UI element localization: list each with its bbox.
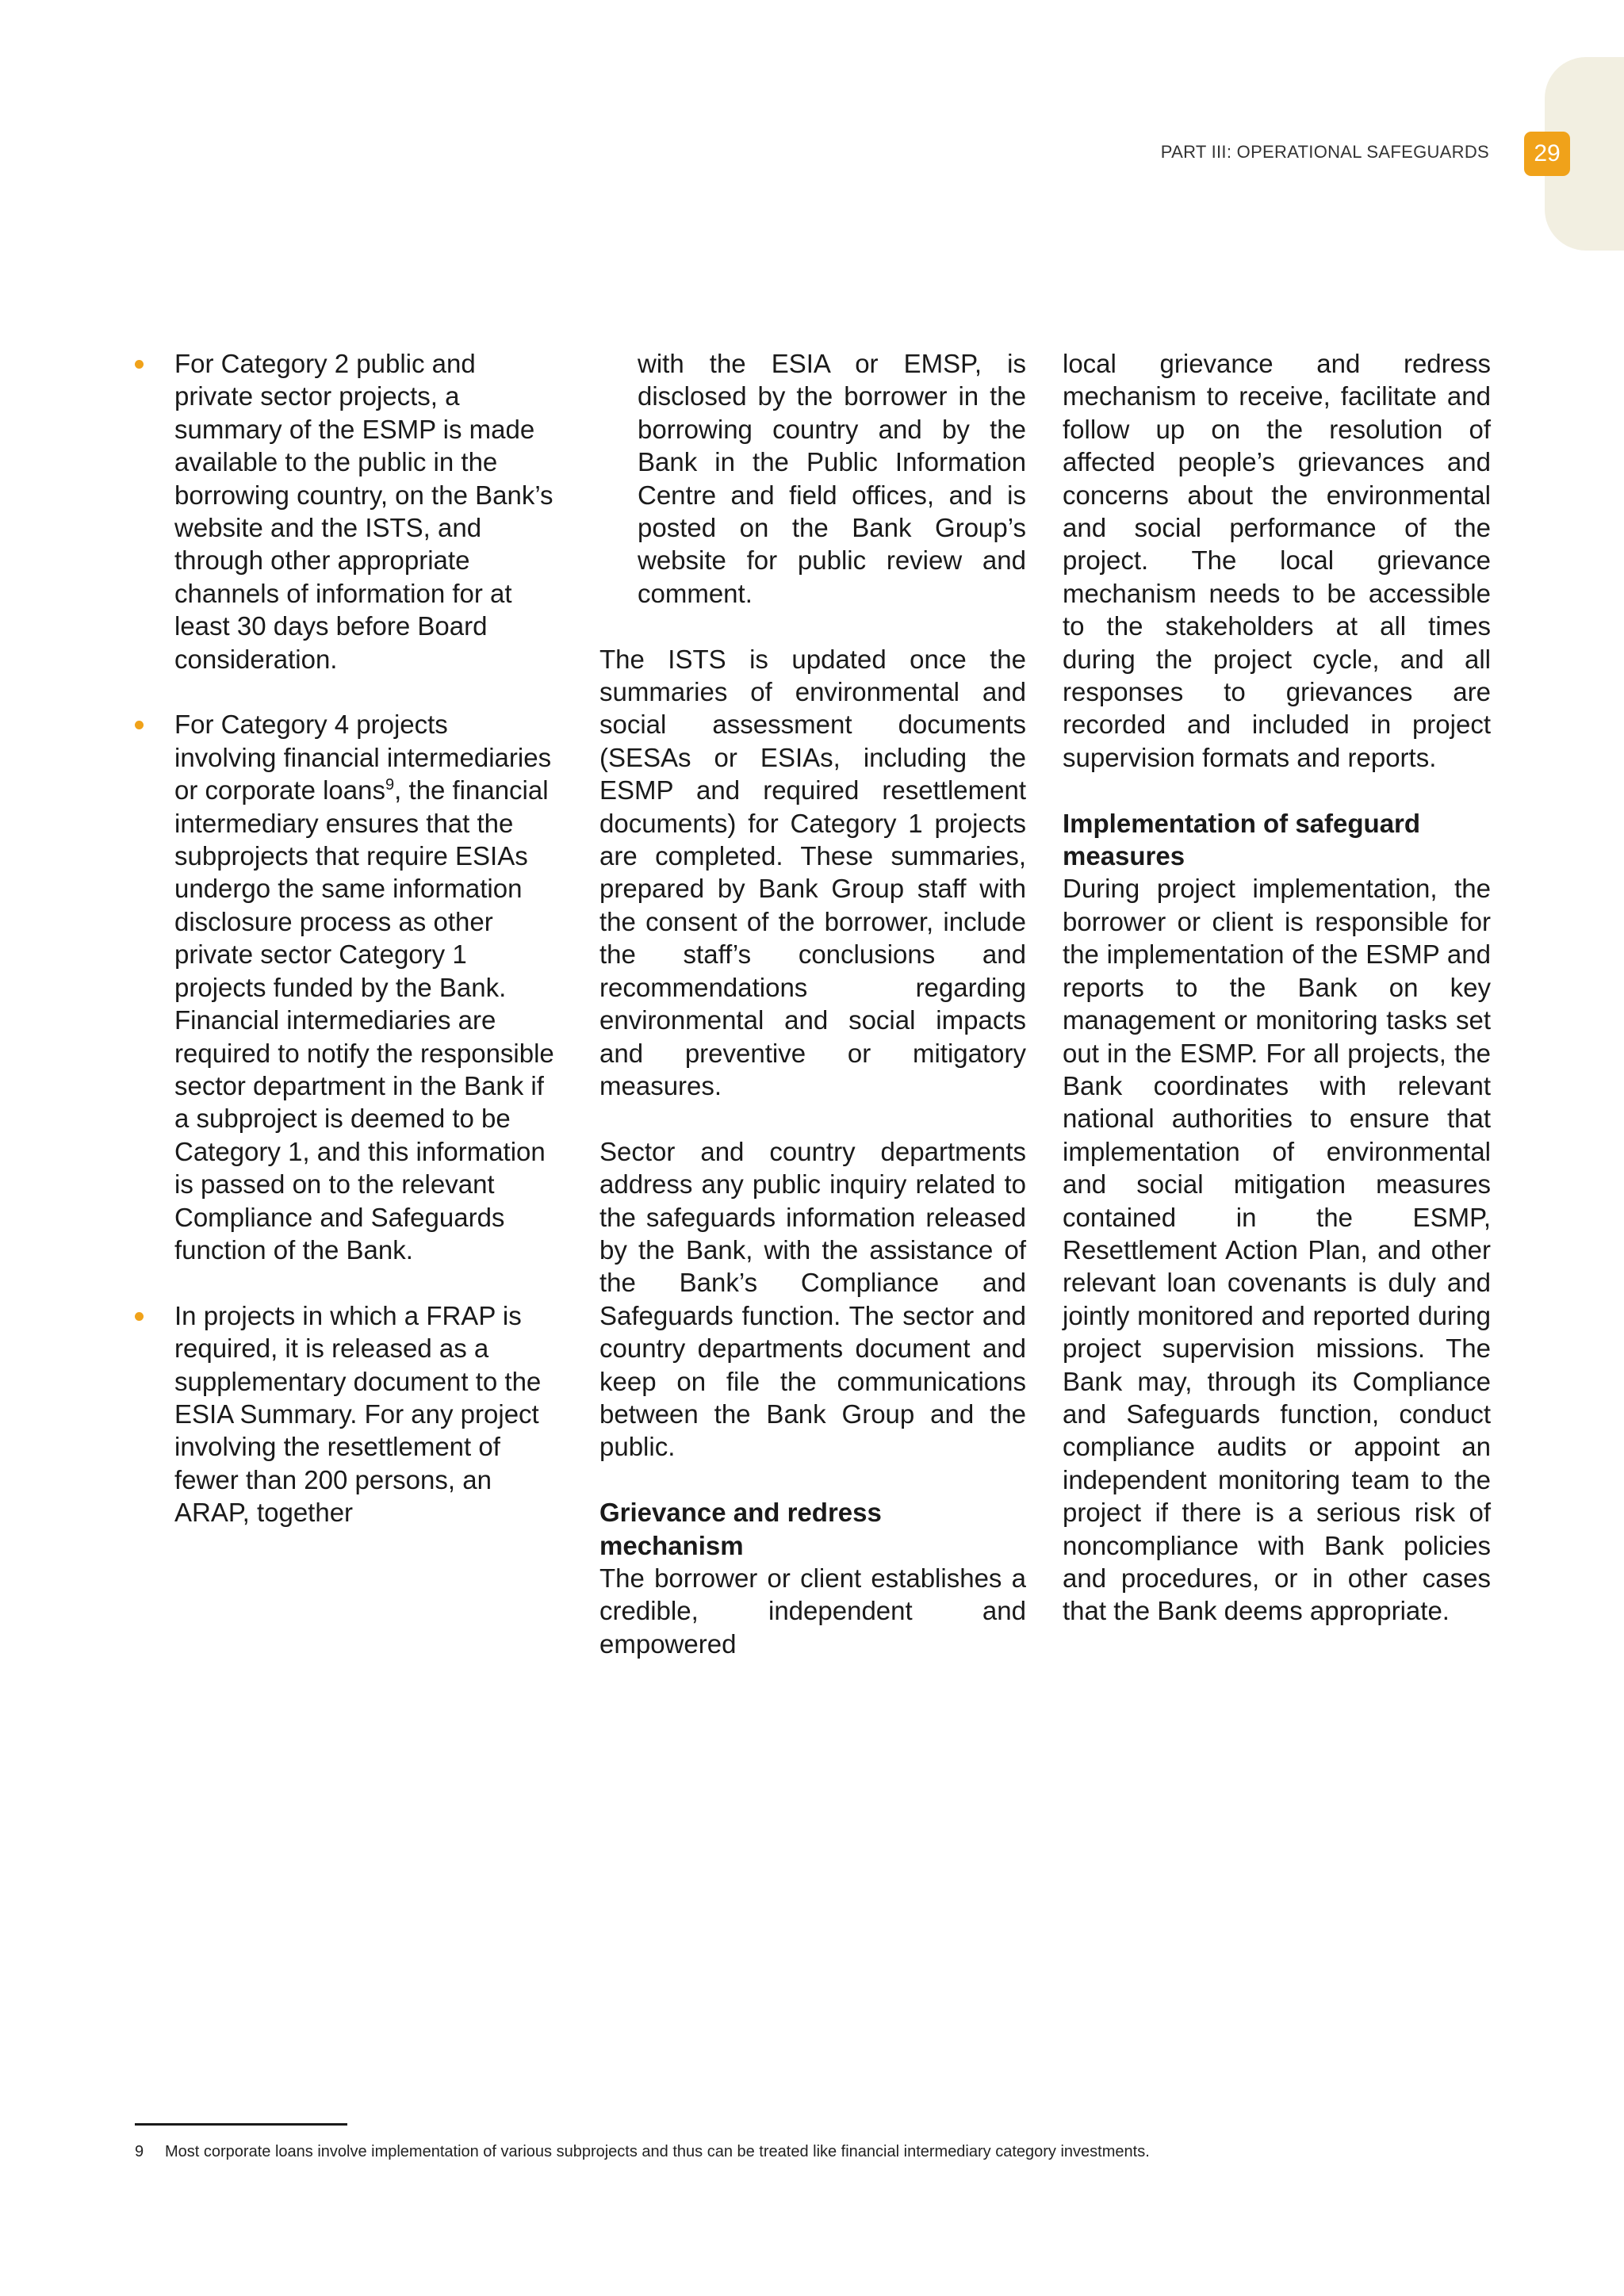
section-heading: Grievance and redress mechanism [599, 1498, 882, 1560]
paragraph: The ISTS is updated once the summaries of environmental and social assessment documents (SESAs or ESIAs, including the ESMP and required resettlement documents) for Category 1 projects are completed. These summaries, prepared by Bank Group staff with the consent of the borrower, include the staff’s conclusions and recommendations regarding environmental and social impacts and preventive or mitigatory measures. [599, 644, 1026, 1100]
footnote-divider [135, 2123, 347, 2126]
paragraph: During project implementation, the borrower or client is responsible for the implementation of the ESMP and reports to the Bank on key management or monitoring tasks set out in the ESMP. For all projects, the Bank coordinates with relevant national authorities to ensure that implementation of environmental and social mitigation measures contained in the ESMP, Resettlement Action Plan, and other relevant loan covenants is duly and jointly monitored and reported during project supervision missions. The Bank may, through its Compliance and Safeguards function, conduct compliance audits or appoint an independent monitoring team to the project if there is a serious risk of noncompliance with Bank policies and procedures, or in other cases that the Bank deems appropriate. [1063, 874, 1491, 1626]
bullet-text: For Category 4 projects involving financial intermediaries or corporate loans [174, 710, 552, 806]
section-header: PART III: OPERATIONAL SAFEGUARDS [1160, 142, 1489, 162]
footnote-text: Most corporate loans involve implementation of various subprojects and thus can be treated like financial intermediary category investments. [165, 2143, 1150, 2160]
section-heading: Implementation of safeguard measures [1063, 808, 1421, 871]
column-right [1063, 347, 1491, 1628]
bullet-dot-icon [135, 360, 144, 369]
column-left [135, 347, 555, 1529]
list-item [135, 708, 555, 1266]
bullet-continuation: with the ESIA or EMSP, is disclosed by the borrower in the borrowing country and by the Bank in the Public Information Centre and field offices, and is posted on the Bank Group’s website for public review and comment. [638, 349, 1026, 608]
bullet-list [135, 347, 555, 1529]
footnote-reference: 9 [385, 776, 395, 794]
list-item [135, 1299, 555, 1529]
bullet-text: For Category 2 public and private sector projects, a summary of the ESMP is made available to the public in the borrowing country, on the Bank’s website and the ISTS, and through other appropriate channels of information for at least 30 days before Board consideration. [174, 349, 553, 674]
column-middle [599, 347, 1026, 1660]
bullet-dot-icon [135, 1312, 144, 1321]
paragraph: Sector and country departments address any public inquiry related to the safeguards information released by the Bank, with the assistance of the Bank’s Compliance and Safeguards function. The sector and country departments document and keep on file the communications between the Bank Group and the public. [599, 1136, 1026, 1462]
page-number-badge: 29 [1524, 132, 1570, 176]
bullet-text-continued: , the financial intermediary ensures that the subprojects that require ESIAs undergo the same information disclosure process as other private sector Category 1 projects funded by the Bank. Financial intermediaries are required to notify the responsible sector department in the Bank if a subproject is deemed to be Category 1, and this information is passed on to the relevant Compliance and Safeguards function of the Bank. [174, 775, 554, 1265]
list-item [135, 347, 555, 675]
footnote-number: 9 [135, 2143, 144, 2160]
paragraph: local grievance and redress mechanism to receive, facilitate and follow up on the resolution of affected people’s grievances and concerns about the environmental and social performance of the project. The local grievance mechanism needs to be accessible to the stakeholders at all times during the project cycle, and all responses to grievances are recorded and included in project supervision formats and reports. [1063, 349, 1491, 772]
paragraph: The borrower or client establishes a credible, independent and empowered [599, 1563, 1026, 1659]
footnote [135, 2143, 1150, 2161]
bullet-text: In projects in which a FRAP is required, it is released as a supplementary document to the ESIA Summary. For any project involving the resettlement of fewer than 200 persons, an ARAP, together [174, 1300, 542, 1528]
bullet-dot-icon [135, 721, 144, 729]
